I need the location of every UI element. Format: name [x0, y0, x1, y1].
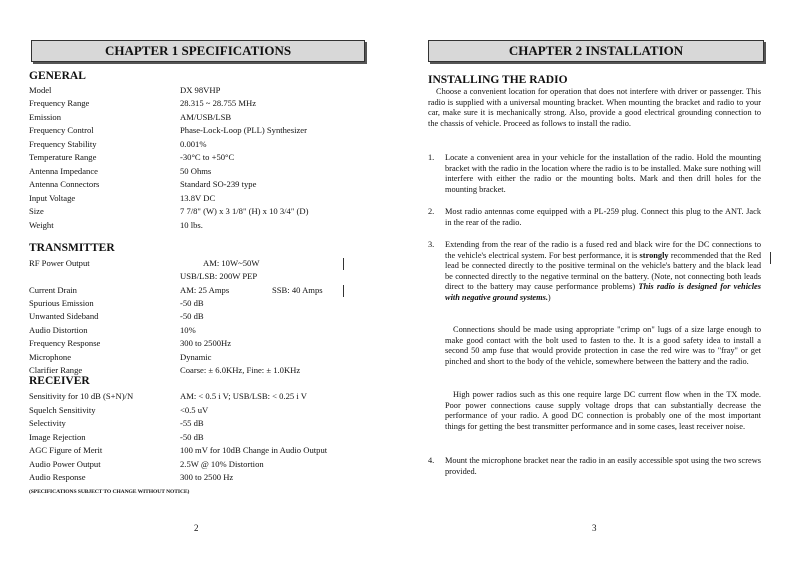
- page-number-right: 3: [592, 523, 597, 533]
- step-text: Most radio antennas come equipped with a PL-259 plug. Connect this plug to the ANT. Jack in the rear of the radio.: [445, 207, 761, 227]
- step-number: 2.: [428, 207, 435, 216]
- spec-row: [29, 178, 379, 191]
- spec-label: Clarifier Range: [29, 365, 83, 375]
- spec-row: [29, 111, 379, 124]
- spec-row-rf-power: [29, 257, 379, 270]
- step-text: Locate a convenient area in your vehicle for the installation of the radio. Hold the mounting bracket with the radio in the location where the radio is to be installed. Make sure nothing will interfere with either the radio or the mounting bolts. Mark and then drill holes for the mounting bracket.: [445, 153, 761, 194]
- spec-value: -50 dB: [180, 311, 204, 322]
- step-number: 3.: [428, 240, 435, 249]
- spec-row-current-drain: [29, 284, 379, 297]
- spec-value-am: AM: 25 Amps: [180, 285, 230, 295]
- step-3-paragraph-3: High power radios such as this one require large DC current flow when in the TX mode. Poor power connections cause supply voltage drops that can substantially decrease the performance of your radio. A good DC connection is probably one of the most important things for getting the best transmitter performance and in some cases, least receiver noise.: [445, 390, 761, 431]
- spec-row: [29, 471, 379, 484]
- spec-row: [29, 151, 379, 164]
- spec-label: Temperature Range: [29, 152, 97, 163]
- specifications-footnote: (SPECIFICATIONS SUBJECT TO CHANGE WITHOUT NOTICE): [29, 489, 190, 495]
- spec-value-am: AM: 10W~50W: [203, 258, 260, 268]
- spec-label: Model: [29, 85, 52, 95]
- spec-row-rf-power-ssb: [29, 270, 379, 283]
- spec-value: 7 7/8" (W) x 3 1/8" (H) x 10 3/4" (D): [180, 206, 309, 217]
- step-3-text-c: ): [547, 292, 551, 302]
- transmitter-heading: TRANSMITTER: [29, 242, 115, 254]
- step-3-text-a: Extending from the rear of the radio is a fused red and black wire for the DC connections to the vehicle's electrical system. For best performance, it is: [445, 240, 761, 260]
- spec-row: [29, 165, 379, 178]
- margin-bar: [343, 285, 344, 297]
- spec-row: [29, 431, 379, 444]
- left-page: [0, 0, 396, 561]
- spec-label: Input Voltage: [29, 192, 76, 203]
- spec-label: Frequency Stability: [29, 138, 97, 149]
- step-3-text-b: recommended that the Red lead be connected directly to the positive terminal on the vehicle's battery and the black lead be connected directly to the negative terminal on the battery. (Note, not connecting both leads direct to the battery may cause performance problems): [445, 250, 761, 292]
- spec-value: -50 dB: [180, 298, 204, 308]
- spec-value: AM: < 0.5 i V; USB/LSB: < 0.25 i V: [180, 391, 307, 401]
- step-number: 1.: [428, 153, 435, 162]
- spec-value: AM/USB/LSB: [180, 111, 232, 122]
- receiver-heading: RECEIVER: [29, 375, 90, 387]
- spec-label: Audio Power Output: [29, 458, 101, 469]
- chapter-1-title: CHAPTER 1 SPECIFICATIONS: [31, 40, 365, 62]
- spec-row: [29, 458, 379, 471]
- step-3-emphasis: This radio is designed for vehicles with negative ground systems.: [445, 282, 761, 302]
- spec-value: 28.315 ~ 28.755 MHz: [180, 98, 257, 109]
- spec-row: [29, 84, 379, 97]
- spec-value: 300 to 2500Hz: [180, 338, 232, 349]
- spec-label: Frequency Response: [29, 338, 101, 349]
- spec-row: [29, 97, 379, 110]
- margin-bar: [770, 252, 771, 264]
- spec-label: Image Rejection: [29, 431, 86, 442]
- spec-value: -50 dB: [180, 431, 204, 442]
- spec-label: Audio Distortion: [29, 324, 88, 335]
- spec-row: [29, 390, 379, 403]
- spec-value: 300 to 2500 Hz: [180, 472, 234, 482]
- chapter-2-title: CHAPTER 2 INSTALLATION: [428, 40, 764, 62]
- spec-value: 50 Ohms: [180, 165, 212, 176]
- spec-value: -30°C to +50°C: [180, 152, 235, 163]
- spec-row: [29, 192, 379, 205]
- spec-row: [29, 351, 379, 364]
- spec-label: Antenna Connectors: [29, 179, 100, 190]
- step-text: [445, 240, 761, 304]
- step-3-paragraph-2: Connections should be made using appropriate "crimp on" lugs of a size large enough to make good contact with the bolt used to fasten to the. It is a good safety idea to install a second 50 amp fuse that would provide protection in case the red wire was to "fray" or get pinched and short to the body of the vehicle, somewhere between the battery and the radio.: [445, 325, 761, 366]
- spec-label: Sensitivity for 10 dB (S+N)/N: [29, 391, 134, 401]
- spec-value: 2.5W @ 10% Distortion: [180, 458, 264, 469]
- spec-label: Emission: [29, 111, 61, 122]
- spec-label: Antenna Impedance: [29, 165, 98, 176]
- margin-bar: [343, 258, 344, 270]
- spec-row: [29, 310, 379, 323]
- spec-row: [29, 417, 379, 430]
- spec-value: 10%: [180, 324, 196, 335]
- spec-row: [29, 324, 379, 337]
- spec-value-ssb: USB/LSB: 200W PEP: [180, 271, 258, 281]
- step-text: Mount the microphone bracket near the radio in an easily accessible spot using the two screws provided.: [445, 456, 761, 476]
- spec-value: 100 mV for 10dB Change in Audio Output: [180, 445, 328, 455]
- spec-value: DX 98VHP: [180, 85, 221, 95]
- step-3-strong: strongly: [639, 250, 669, 260]
- spec-label: Frequency Control: [29, 125, 94, 136]
- spec-label: Current Drain: [29, 285, 77, 295]
- spec-value: 10 lbs.: [180, 219, 203, 230]
- step-number: 4.: [428, 456, 435, 465]
- general-heading: GENERAL: [29, 70, 86, 82]
- spec-label: Unwanted Sideband: [29, 311, 99, 322]
- spec-label: Squelch Sensitivity: [29, 404, 96, 415]
- intro-paragraph: Choose a convenient location for operation that does not interfere with driver or passenger. This radio is supplied with a universal mounting bracket. When mounting the bracket and radio to your car, make sure it is mechanically strong. Also, provide a good electrical grounding connection to the chassis of vehicle. Proceed as follows to install the radio.: [428, 87, 761, 128]
- spec-row: [29, 444, 379, 457]
- spec-label: Size: [29, 206, 44, 217]
- page-number-left: 2: [194, 523, 199, 533]
- spec-row: [29, 219, 379, 232]
- spec-label: Weight: [29, 219, 54, 230]
- spec-label: Audio Response: [29, 472, 86, 482]
- spec-value: Coarse: ± 6.0KHz, Fine: ± 1.0KHz: [180, 365, 301, 375]
- spec-label: Microphone: [29, 351, 72, 362]
- spec-value: 13.8V DC: [180, 192, 216, 203]
- spec-label: Spurious Emission: [29, 298, 94, 308]
- spec-value: Dynamic: [180, 351, 212, 362]
- spec-value: 0.001%: [180, 138, 207, 149]
- spec-label: AGC Figure of Merit: [29, 445, 103, 455]
- spec-value: -55 dB: [180, 418, 204, 428]
- spec-value: <0.5 uV: [180, 404, 209, 415]
- spec-row: [29, 124, 379, 137]
- right-page: [396, 0, 793, 561]
- spec-label: Selectivity: [29, 418, 66, 428]
- spec-value: Standard SO-239 type: [180, 179, 257, 190]
- spec-value: Phase-Lock-Loop (PLL) Synthesizer: [180, 125, 307, 136]
- spec-label: RF Power Output: [29, 258, 90, 268]
- spec-row: [29, 297, 379, 310]
- spec-row: [29, 404, 379, 417]
- section-heading: INSTALLING THE RADIO: [428, 74, 568, 86]
- spec-row: [29, 138, 379, 151]
- spec-label: Frequency Range: [29, 98, 90, 109]
- spec-row: [29, 337, 379, 350]
- spec-value-ssb: SSB: 40 Amps: [272, 285, 323, 295]
- spec-row: [29, 205, 379, 218]
